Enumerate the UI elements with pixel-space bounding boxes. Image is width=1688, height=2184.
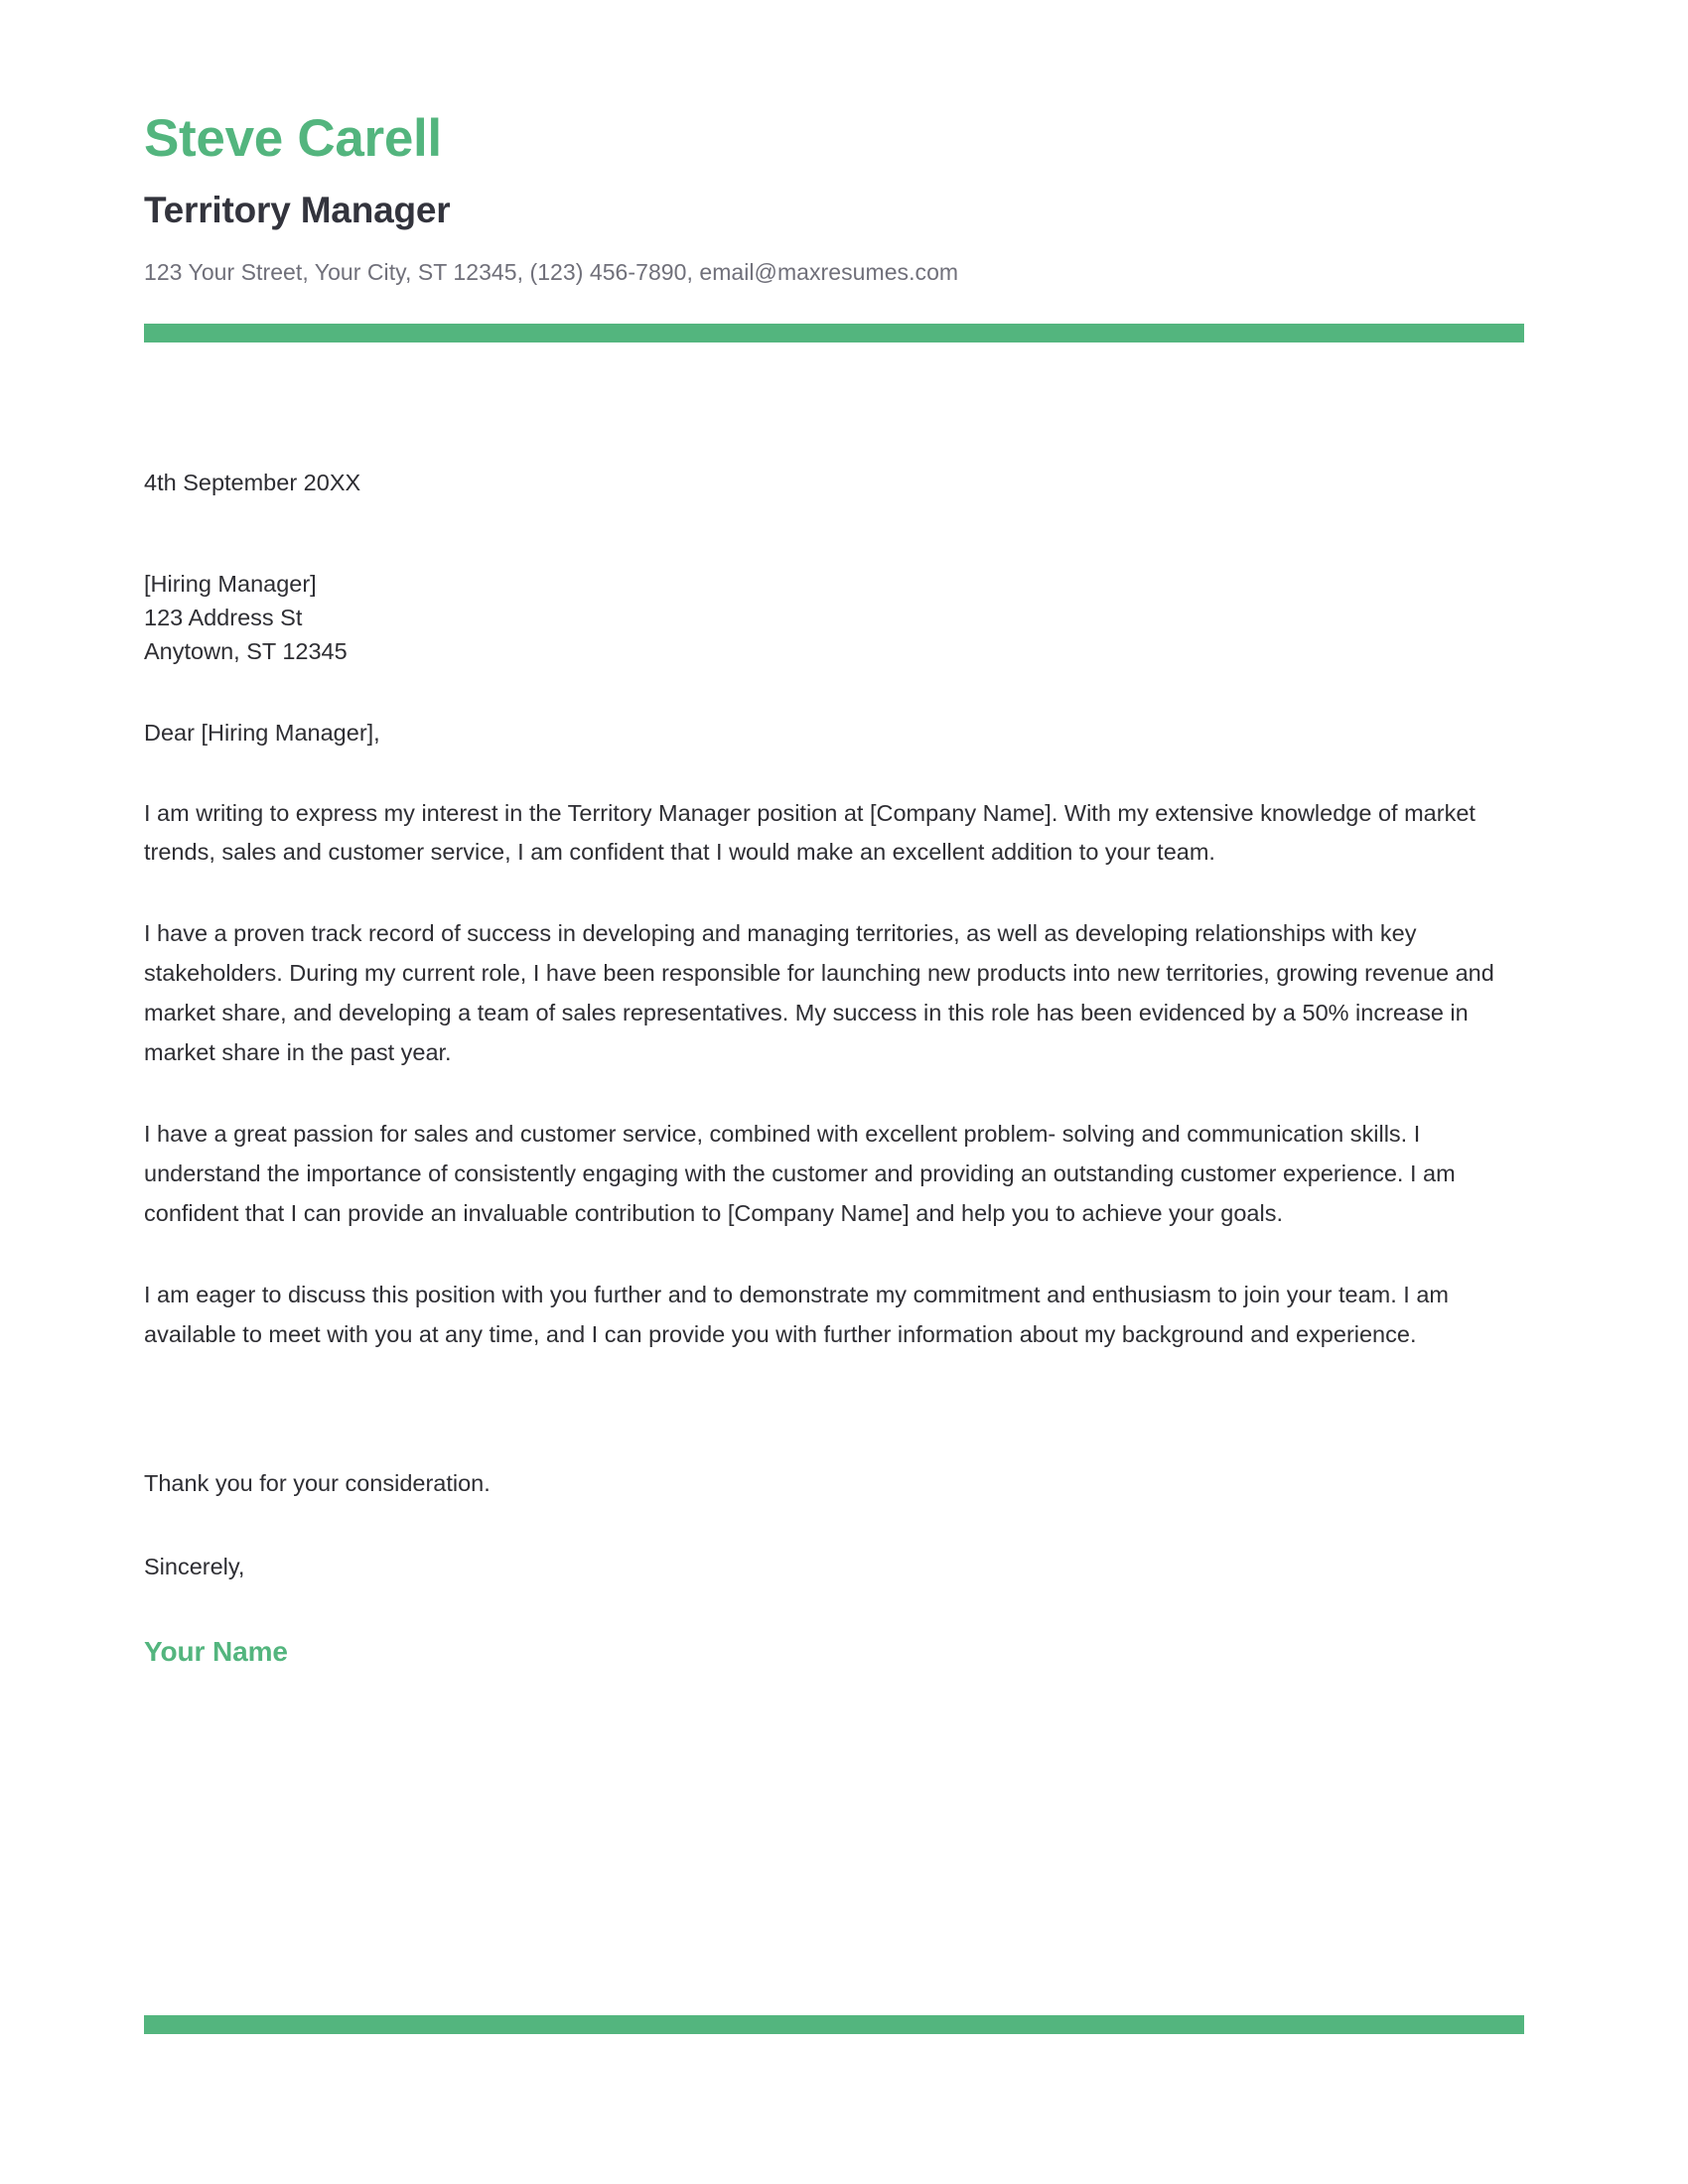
body-paragraph-1: I am writing to express my interest in the Territory Manager position at [Company Name]. With my extensive knowledge of market trends, sales and customer service, I am confident that I would make an excellent addition to your team. bbox=[144, 799, 1476, 866]
letterhead-header bbox=[144, 0, 1524, 288]
sign-off-line: Sincerely, bbox=[144, 1553, 245, 1579]
signature-name: Your Name bbox=[144, 1635, 288, 1667]
recipient-street: 123 Address St bbox=[144, 605, 303, 631]
recipient-name: [Hiring Manager] bbox=[144, 571, 317, 598]
letter-body bbox=[144, 464, 1524, 1674]
document-content bbox=[144, 0, 1524, 1702]
closing-thanks-line: Thank you for your consideration. bbox=[144, 1469, 491, 1496]
body-paragraph-4: I am eager to discuss this position with you further and to demonstrate my commitment and enthusiasm to join your team. I am available to meet with you at any time, and I can provide you with further information about my background and experience. bbox=[144, 1281, 1449, 1347]
header-divider-bar bbox=[144, 324, 1524, 342]
salutation: Dear [Hiring Manager], bbox=[144, 720, 380, 747]
body-paragraph-2: I have a proven track record of success in developing and managing territories, as well as developing relationships with key stakeholders. During my current role, I have been responsible for launching new products into new territories, growing revenue and market share, and developing a team of sales representatives. My success in this role has been evidenced by a 50% increase in market share in the past year. bbox=[144, 920, 1494, 1066]
page-title: Steve Carell bbox=[144, 109, 442, 168]
applicant-job-title: Territory Manager bbox=[144, 189, 451, 230]
letter-date: 4th September 20XX bbox=[144, 470, 361, 496]
recipient-city-state-zip: Anytown, ST 12345 bbox=[144, 638, 348, 665]
contact-info-line: 123 Your Street, Your City, ST 12345, (123) 456-7890, email@maxresumes.com bbox=[144, 259, 959, 286]
body-paragraph-3: I have a great passion for sales and customer service, combined with excellent problem- solving and communication skills. I understand the importance of consistently engaging with the customer and providing an outstanding customer experience. I am confident that I can provide an invaluable contribution to [Company Name] and help you to achieve your goals. bbox=[144, 1121, 1456, 1227]
footer-divider-bar bbox=[144, 2015, 1524, 2034]
recipient-address-block bbox=[144, 567, 1524, 668]
